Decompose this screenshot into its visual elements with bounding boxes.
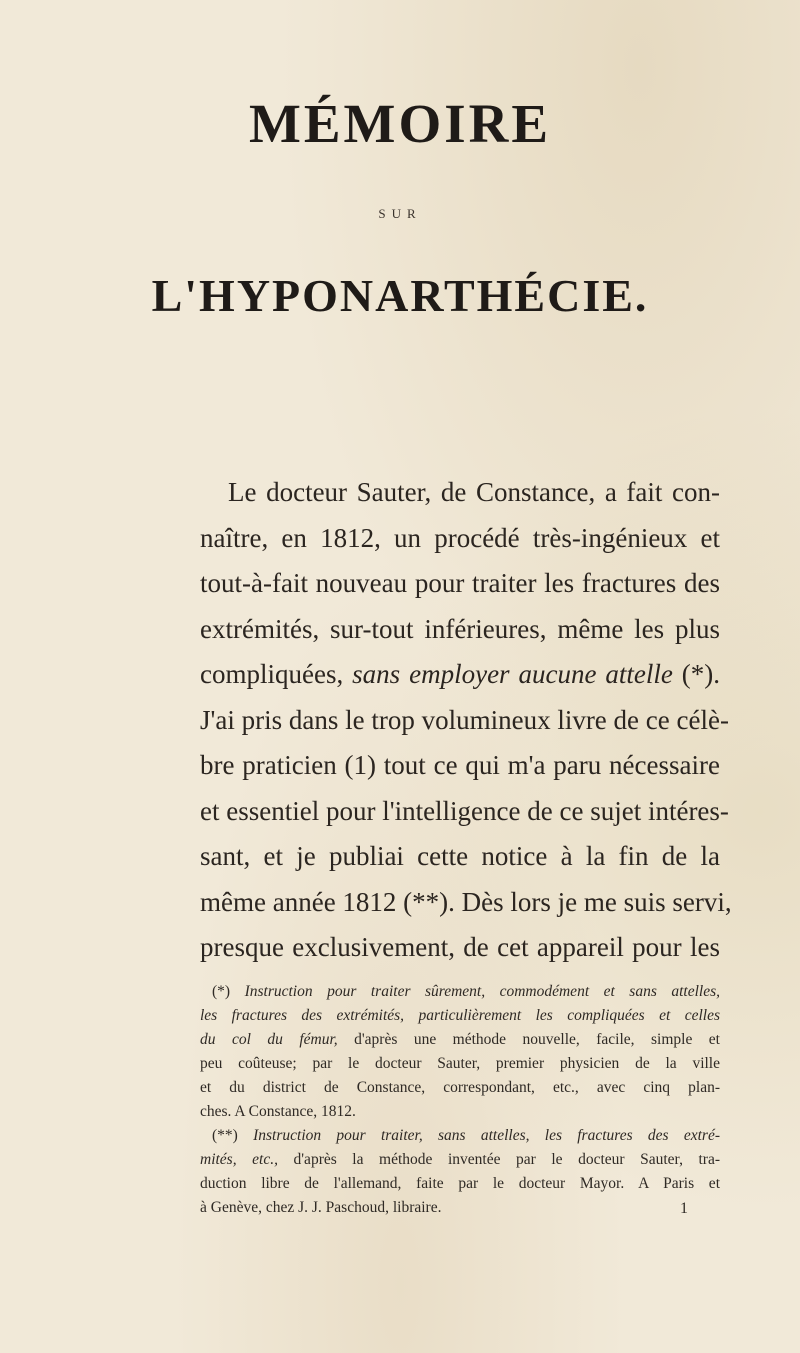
body-line: bre praticien (1) tout ce qui m'a paru nécessaire <box>200 750 720 780</box>
page-title: MÉMOIRE <box>248 93 552 154</box>
body-line: même année 1812 (**). Dès lors je me suis servi, <box>200 886 732 917</box>
footnote-italic: Instruction pour traiter sûrement, commodément et sans attelles, <box>244 983 720 1000</box>
body-line-part: compliquées, <box>200 659 344 689</box>
footnote-line: peu coûteuse; par le docteur Sauter, premier physicien de la ville <box>200 1055 720 1072</box>
footnote-italic: mités, etc., <box>200 1151 278 1168</box>
title-connector: SUR <box>378 206 422 221</box>
body-line: naître, en 1812, un procédé très-ingénieux et <box>200 522 720 553</box>
footnote-line: et du district de Constance, correspondant, etc., avec cinq plan- <box>200 1079 720 1096</box>
body-line: sant, et je publiai cette notice à la fin de la <box>200 841 720 871</box>
footnote-line: duction libre de l'allemand, faite par le docteur Mayor. A Paris et <box>200 1175 720 1192</box>
footnote-line <box>200 980 720 1004</box>
footnote-text: d'après la méthode inventée par le docteur Sauter, tra- <box>293 1151 720 1168</box>
footnote-line <box>200 1124 720 1148</box>
page-number: 1 <box>680 1200 688 1217</box>
footnote-line: ches. A Constance, 1812. <box>200 1103 356 1120</box>
footnote-italic: Instruction pour traiter, sans attelles, les fractures des extré- <box>253 1127 720 1144</box>
body-line-mixed <box>200 652 720 698</box>
footnote-italic: les fractures des extrémités, particulièrement les compliquées et celles <box>200 1007 720 1024</box>
page-subtitle: L'HYPONARTHÉCIE. <box>151 270 649 321</box>
footnote-line <box>200 1148 720 1172</box>
body-line: extrémités, sur-tout inférieures, même les plus <box>200 613 720 644</box>
footnotes <box>200 980 720 1220</box>
footnote-text: d'après une méthode nouvelle, facile, simple et <box>354 1031 720 1048</box>
body-line: tout-à-fait nouveau pour traiter les fractures des <box>200 568 720 598</box>
footnote-line <box>200 1028 720 1052</box>
footnote-line: à Genève, chez J. J. Paschoud, libraire. <box>200 1199 442 1216</box>
footnote-ref: (*). <box>681 659 721 689</box>
body-line: et essentiel pour l'intelligence de ce sujet intéres- <box>200 795 729 826</box>
footnote-mark: (*) <box>212 983 231 1000</box>
footnote-line <box>200 1004 720 1028</box>
body-line: Le docteur Sauter, de Constance, a fait con- <box>228 477 720 507</box>
body-line: J'ai pris dans le trop volumineux livre de ce célè- <box>200 704 729 735</box>
body-line: presque exclusivement, de cet appareil pour les <box>200 932 720 962</box>
main-paragraph <box>200 470 732 971</box>
body-italic-phrase: sans employer aucune attelle <box>352 659 673 689</box>
footnote-mark: (**) <box>212 1127 238 1144</box>
footnote-italic: du col du fémur, <box>200 1031 338 1048</box>
